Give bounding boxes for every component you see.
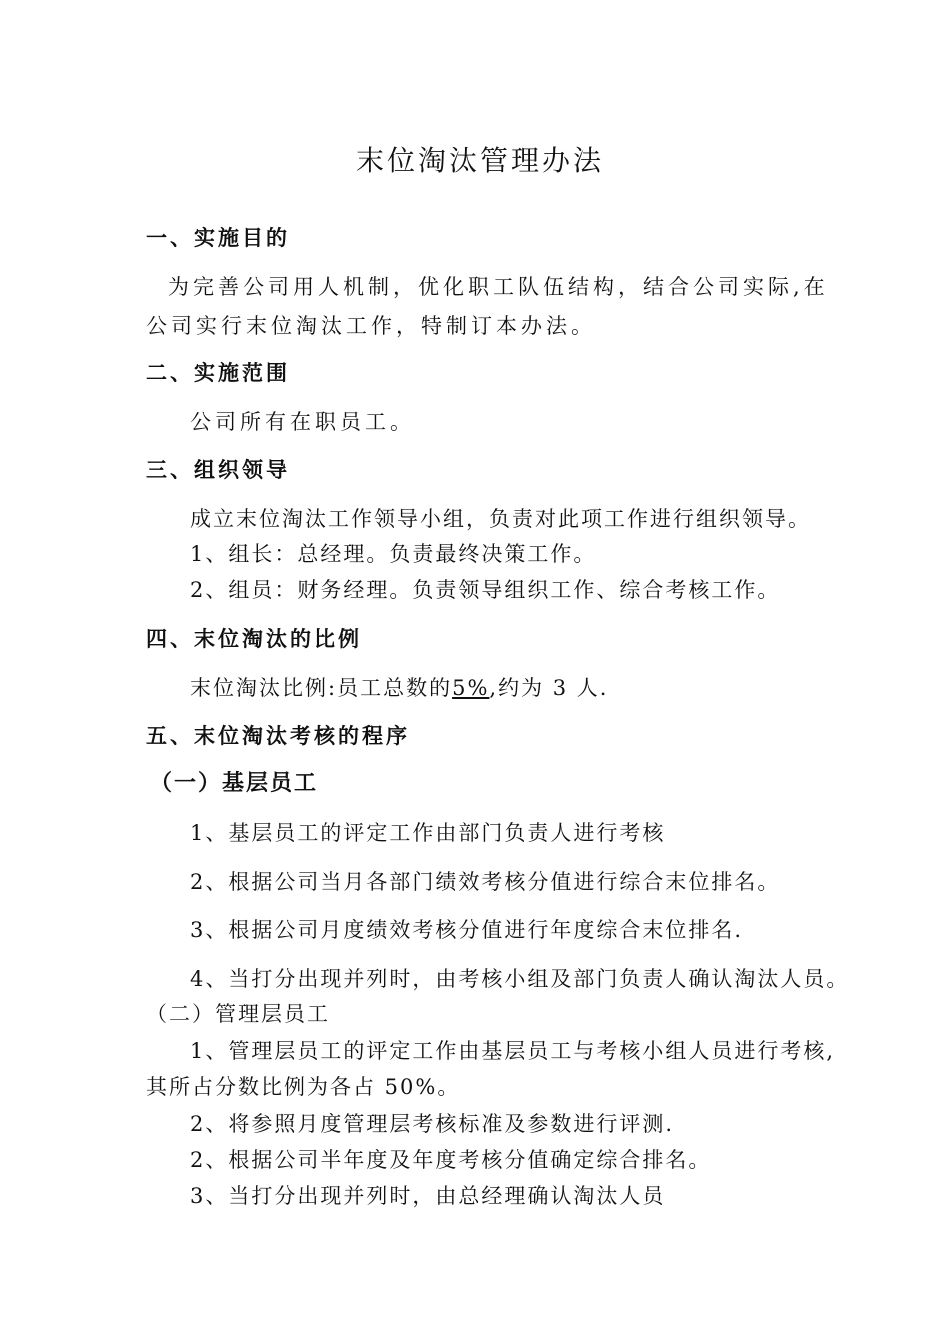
section-heading-ratio: 四、末位淘汰的比例 [146,627,362,651]
list-item-management-1: 1、管理层员工的评定工作由基层员工与考核小组人员进行考核, [190,1039,836,1063]
list-item-staff-2: 2、根据公司当月各部门绩效考核分值进行综合末位排名。 [190,870,781,894]
paragraph-purpose-line-1: 为完善公司用人机制，优化职工队伍结构，结合公司实际,在 [168,275,829,299]
list-item-staff-3: 3、根据公司月度绩效考核分值进行年度综合末位排名. [190,918,744,942]
paragraph-ratio [190,673,608,703]
list-item-management-2: 2、将参照月度管理层考核标准及参数进行评测. [190,1112,675,1136]
paragraph-purpose-line-2: 公司实行末位淘汰工作，特制订本办法。 [146,314,596,338]
paragraph-leadership-leader: 1、组长：总经理。负责最终决策工作。 [190,542,597,566]
ratio-text-prefix: 末位淘汰比例:员工总数的 [190,676,453,700]
section-heading-procedure: 五、末位淘汰考核的程序 [146,724,410,748]
document-title: 末位淘汰管理办法 [356,144,605,177]
list-item-management-3: 2、根据公司半年度及年度考核分值确定综合排名。 [190,1148,712,1172]
ratio-percentage: 5% [452,676,490,700]
subsection-heading-management: （二）管理层员工 [146,1002,330,1026]
list-item-management-4: 3、当打分出现并列时，由总经理确认淘汰人员 [190,1184,666,1208]
list-item-staff-1: 1、基层员工的评定工作由部门负责人进行考核 [190,821,666,845]
section-heading-leadership: 三、组织领导 [146,458,290,482]
paragraph-leadership-member: 2、组员：财务经理。负责领导组织工作、综合考核工作。 [190,578,781,602]
section-heading-purpose: 一、实施目的 [146,226,290,250]
ratio-text-suffix: ,约为 3 人. [489,676,609,700]
paragraph-scope: 公司所有在职员工。 [190,410,415,434]
subsection-heading-staff: （一）基层员工 [150,771,319,796]
section-heading-scope: 二、实施范围 [146,361,290,385]
list-item-staff-4: 4、当打分出现并列时，由考核小组及部门负责人确认淘汰人员。 [190,967,850,991]
paragraph-leadership-intro: 成立末位淘汰工作领导小组，负责对此项工作进行组织领导。 [190,507,811,531]
list-item-management-1-cont: 其所占分数比例为各占 50%。 [146,1075,461,1099]
